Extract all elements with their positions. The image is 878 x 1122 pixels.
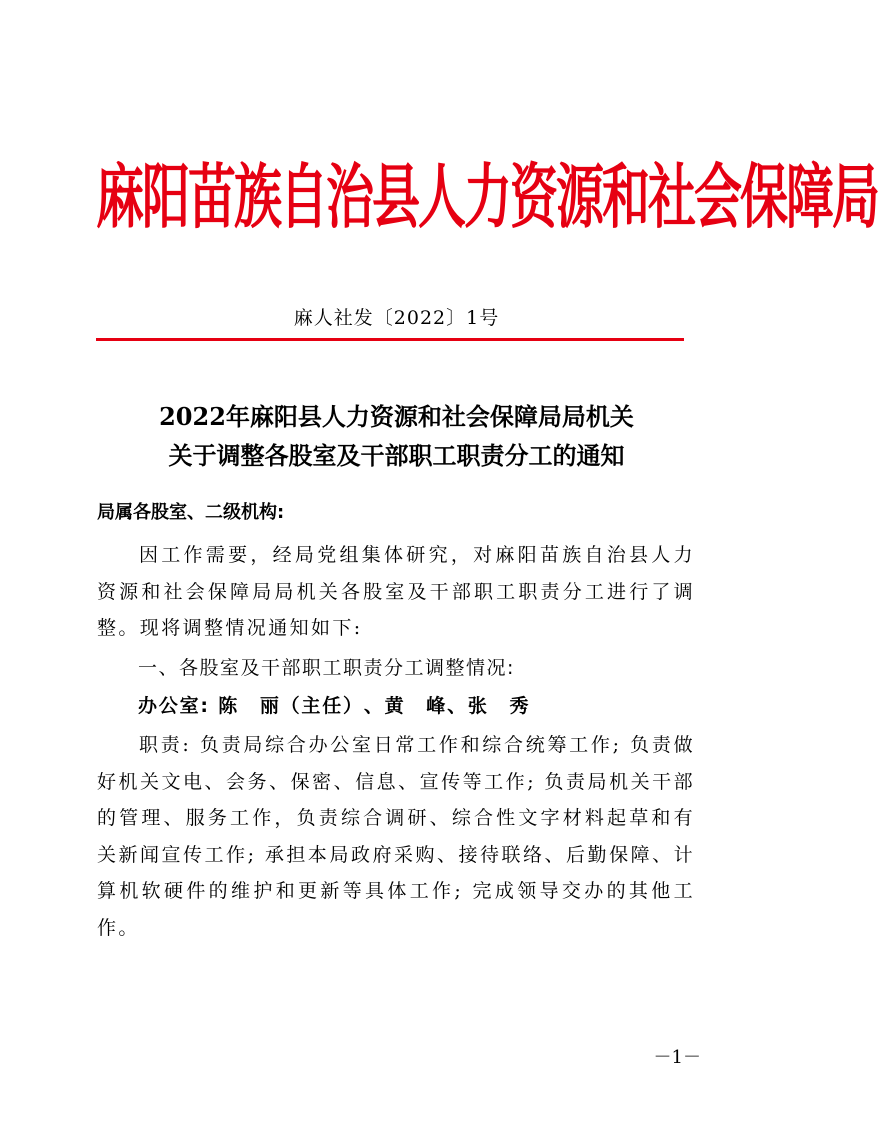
- office-duties-paragraph: 职责: 负责局综合办公室日常工作和综合统筹工作; 负责做好机关文电、会务、保密、信息、宣传等工作; 负责局机关干部的管理、服务工作，负责综合调研、综合性文字材料起草和有关新闻宣传工作; 承担本局政府采购、接待联络、后勤保障、计算机软硬件的维护和更新等具体工作; 完成领导交办的其他工作。: [97, 734, 695, 939]
- intro-paragraph: 因工作需要，经局党组集体研究，对麻阳苗族自治县人力资源和社会保障局局机关各股室及干部职工职责分工进行了调整。现将调整情况通知如下:: [97, 544, 695, 639]
- office-staff-3: 张 秀: [467, 695, 531, 717]
- salutation: 局属各股室、二级机构:: [97, 502, 285, 523]
- red-divider-line: [96, 338, 684, 341]
- office-staff-line: [138, 691, 530, 718]
- notice-title-line-1: 2022年麻阳县人力资源和社会保障局局机关: [159, 402, 634, 431]
- office-staff-2: 黄 峰: [384, 695, 448, 717]
- office-staff-1: 陈 丽（主任）: [218, 695, 364, 717]
- staff-separator: 、: [363, 695, 385, 717]
- masthead-title: 麻阳苗族自治县人力资源和社会保障局: [96, 157, 878, 239]
- page-number: －1－: [653, 1047, 701, 1068]
- notice-title-line-2: 关于调整各股室及干部职工职责分工的通知: [168, 441, 625, 470]
- staff-separator: 、: [447, 695, 468, 717]
- document-number: 麻人社发〔2022〕1号: [293, 307, 500, 329]
- section-one-heading: 一、各股室及干部职工职责分工调整情况:: [138, 657, 515, 679]
- office-label: 办公室:: [138, 695, 210, 717]
